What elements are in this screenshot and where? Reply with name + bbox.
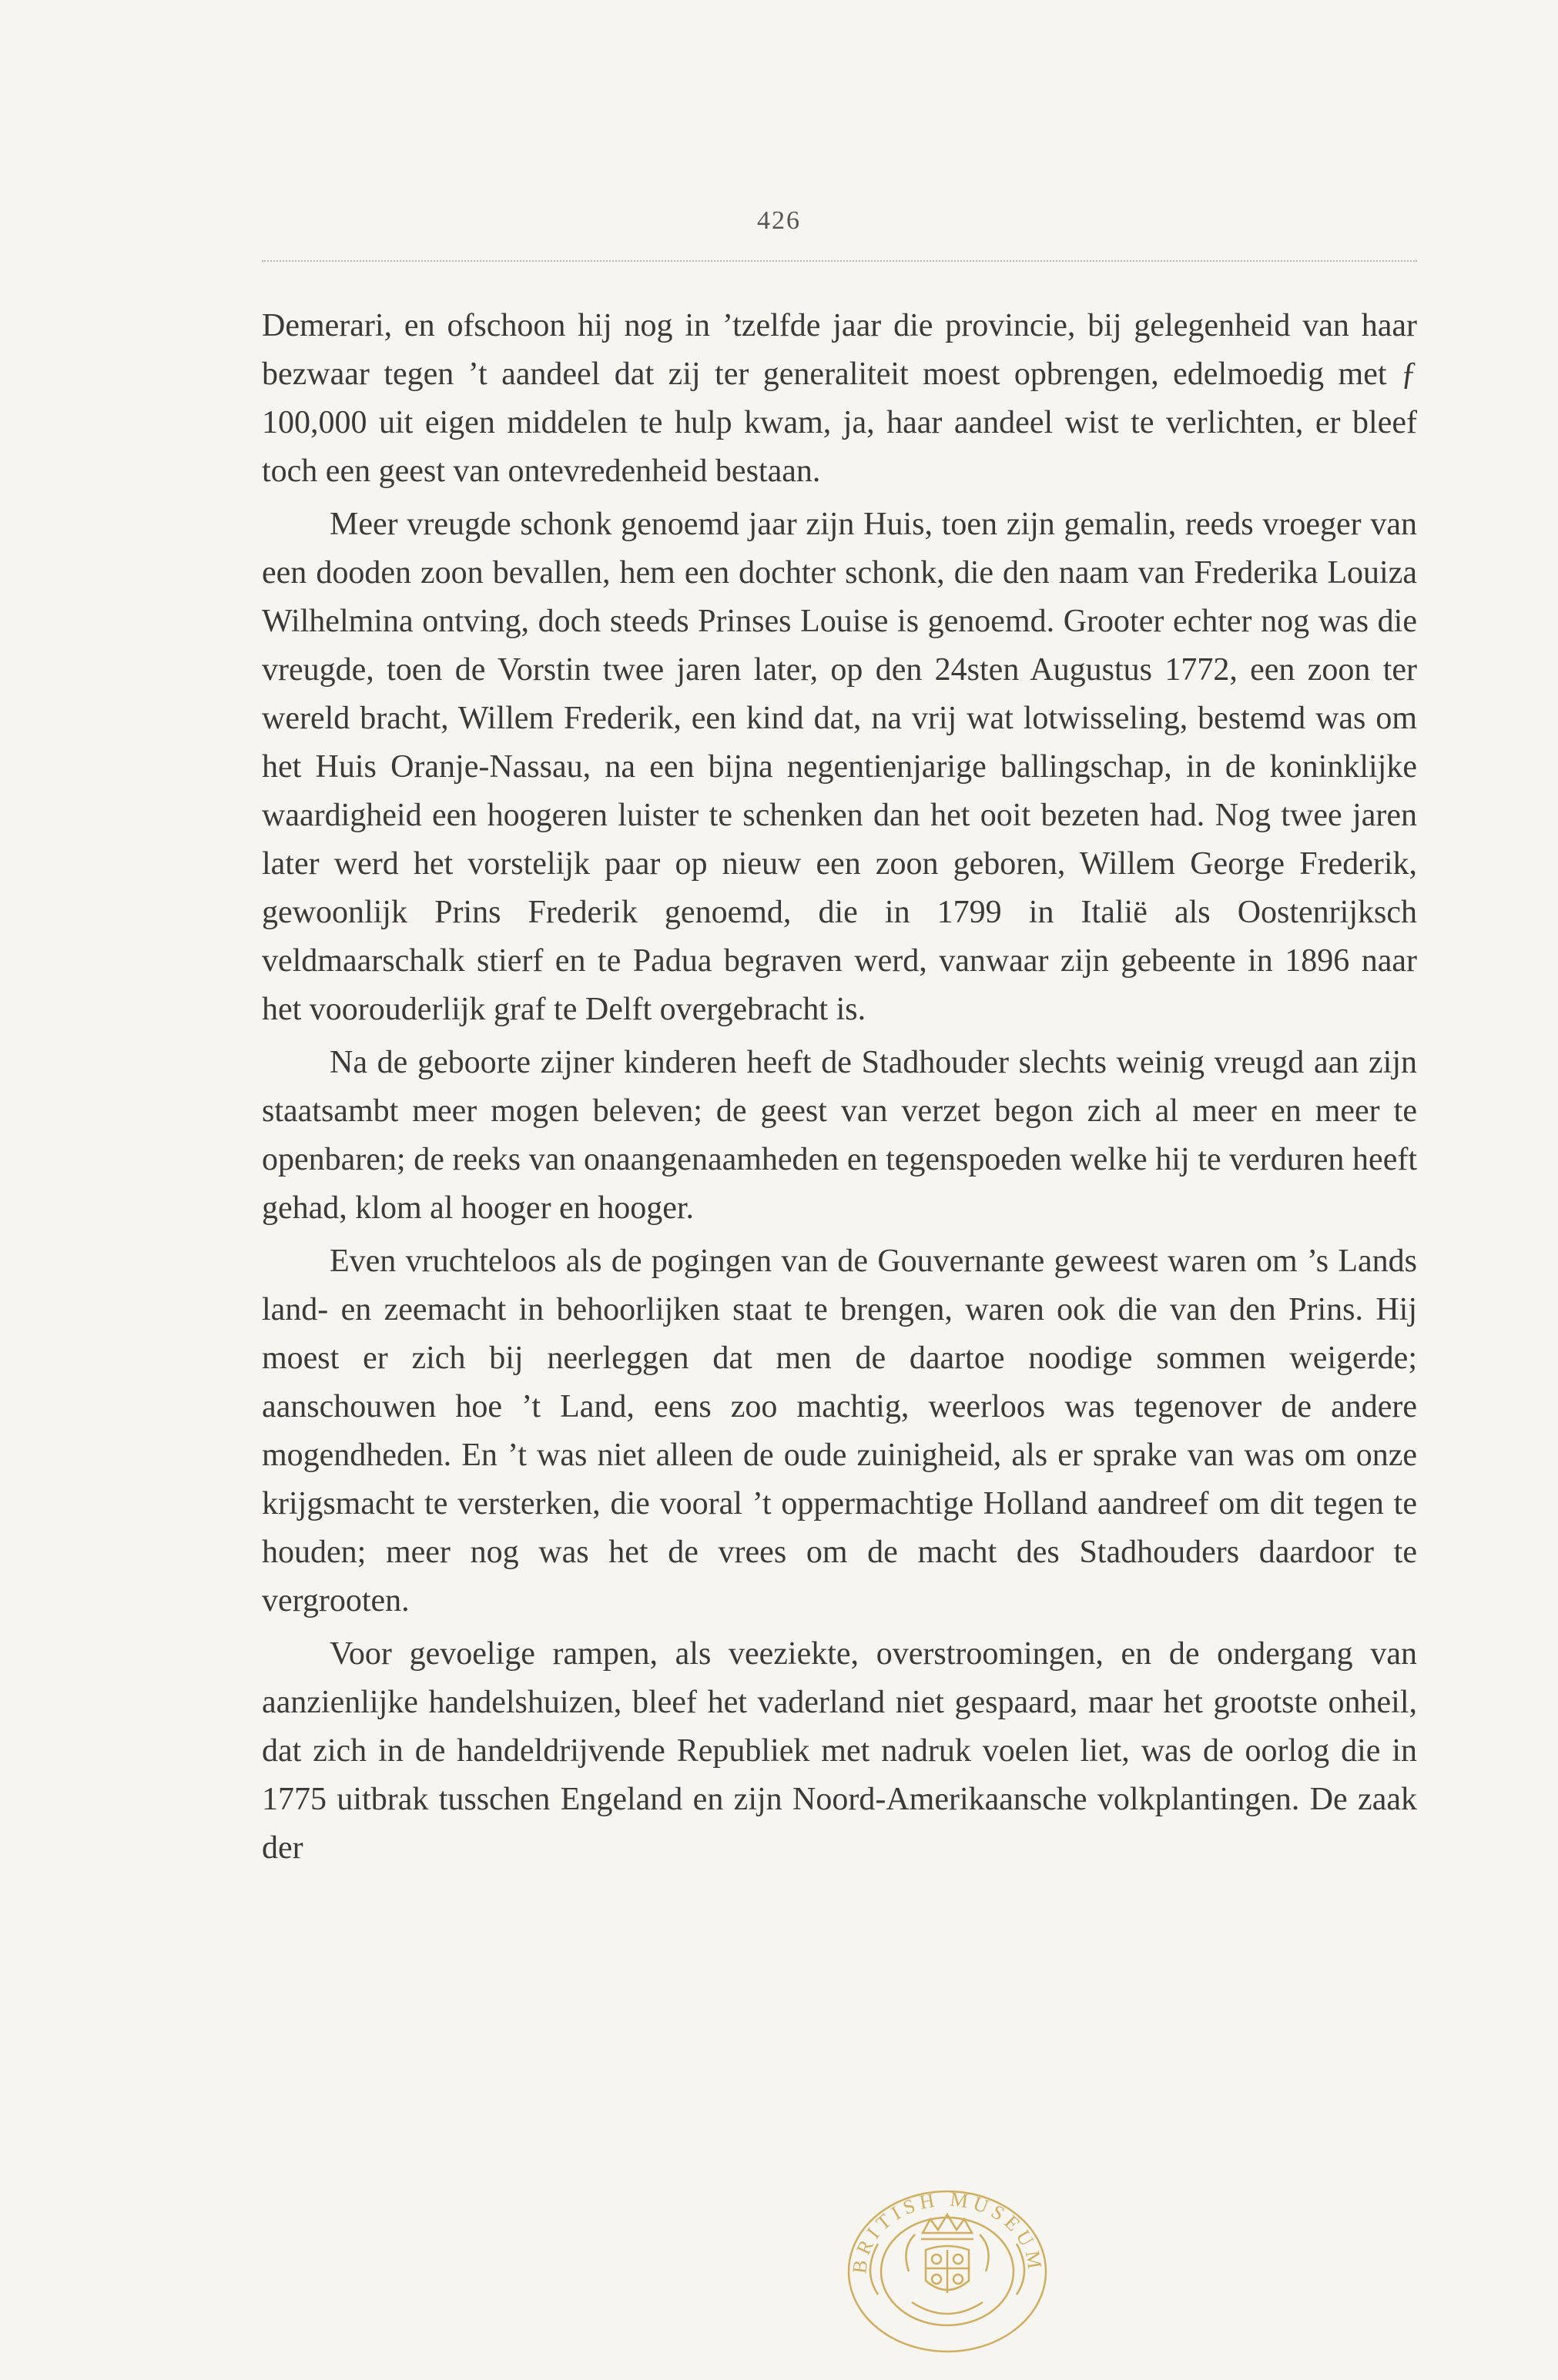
- paragraph-3: Na de geboorte zijner kinderen heeft de Stadhouder slechts weinig vreugd aan zijn staatsambt meer mogen beleven; de geest van verzet begon zich al meer en meer te openbaren; de reeks van onaangenaamheden en tegenspoeden welke hij te verduren heeft gehad, klom al hooger en hooger.: [262, 1045, 1417, 1226]
- paragraph-2: Meer vreugde schonk genoemd jaar zijn Huis, toen zijn gemalin, reeds vroeger van een dooden zoon bevallen, hem een dochter schonk, die den naam van Frederika Louiza Wilhelmina ontving, doch steeds Prinses Louise is genoemd. Grooter echter nog was die vreugde, toen de Vorstin twee jaren later, op den 24sten Augustus 1772, een zoon ter wereld bracht, Willem Frederik, een kind dat, na vrij wat lotwisseling, bestemd was om het Huis Oranje-Nassau, na een bijna negentienjarige ballingschap, in de koninklijke waardigheid een hoogeren luister te schenken dan het ooit bezeten had. Nog twee jaren later werd het vorstelijk paar op nieuw een zoon geboren, Willem George Frederik, gewoonlijk Prins Frederik genoemd, die in 1799 in Italië als Oostenrijksch veldmaarschalk stierf en te Padua begraven werd, vanwaar zijn gebeente in 1896 naar het voorouderlijk graf te Delft overgebracht is.: [262, 507, 1417, 1027]
- header-rule: [262, 260, 1417, 262]
- body-text: [262, 302, 1417, 1873]
- paragraph-5: Voor gevoelige rampen, als veeziekte, overstroomingen, en de ondergang van aanzienlijke handelshuizen, bleef het vaderland niet gespaard, maar het grootste onheil, dat zich in de handeldrijvende Republiek met nadruk voelen liet, was de oorlog die in 1775 uitbrak tusschen Engeland en zijn Noord-Amerikaansche volkplantingen. De zaak der: [262, 1636, 1417, 1866]
- paragraph-4: Even vruchteloos als de pogingen van de Gouvernante geweest waren om ’s Lands land- en zeemacht in behoorlijken staat te brengen, waren ook die van den Prins. Hij moest er zich bij neerleggen dat men de daartoe noodige sommen weigerde; aanschouwen hoe ’t Land, eens zoo machtig, weerloos was tegenover de andere mogendheden. En ’t was niet alleen de oude zuinigheid, als er sprake van was om onze krijgsmacht te versterken, die vooral ’t oppermachtige Holland aandreef om dit tegen te houden; meer nog was het de vrees om de macht des Stadhouders daardoor te vergrooten.: [262, 1244, 1417, 1618]
- page-number: 426: [757, 206, 801, 235]
- paragraph-1: Demerari, en ofschoon hij nog in ’tzelfde jaar die provincie, bij gelegenheid van haar bezwaar tegen ’t aandeel dat zij ter generaliteit moest opbrengen, edelmoedig met ƒ 100,000 uit eigen middelen te hulp kwam, ja, haar aandeel wist te verlichten, er bleef toch een geest van ontevredenheid bestaan.: [262, 308, 1417, 489]
- museum-stamp: [832, 2179, 1063, 2364]
- svg-text:BRITISH MUSEUM: BRITISH MUSEUM: [848, 2188, 1047, 2275]
